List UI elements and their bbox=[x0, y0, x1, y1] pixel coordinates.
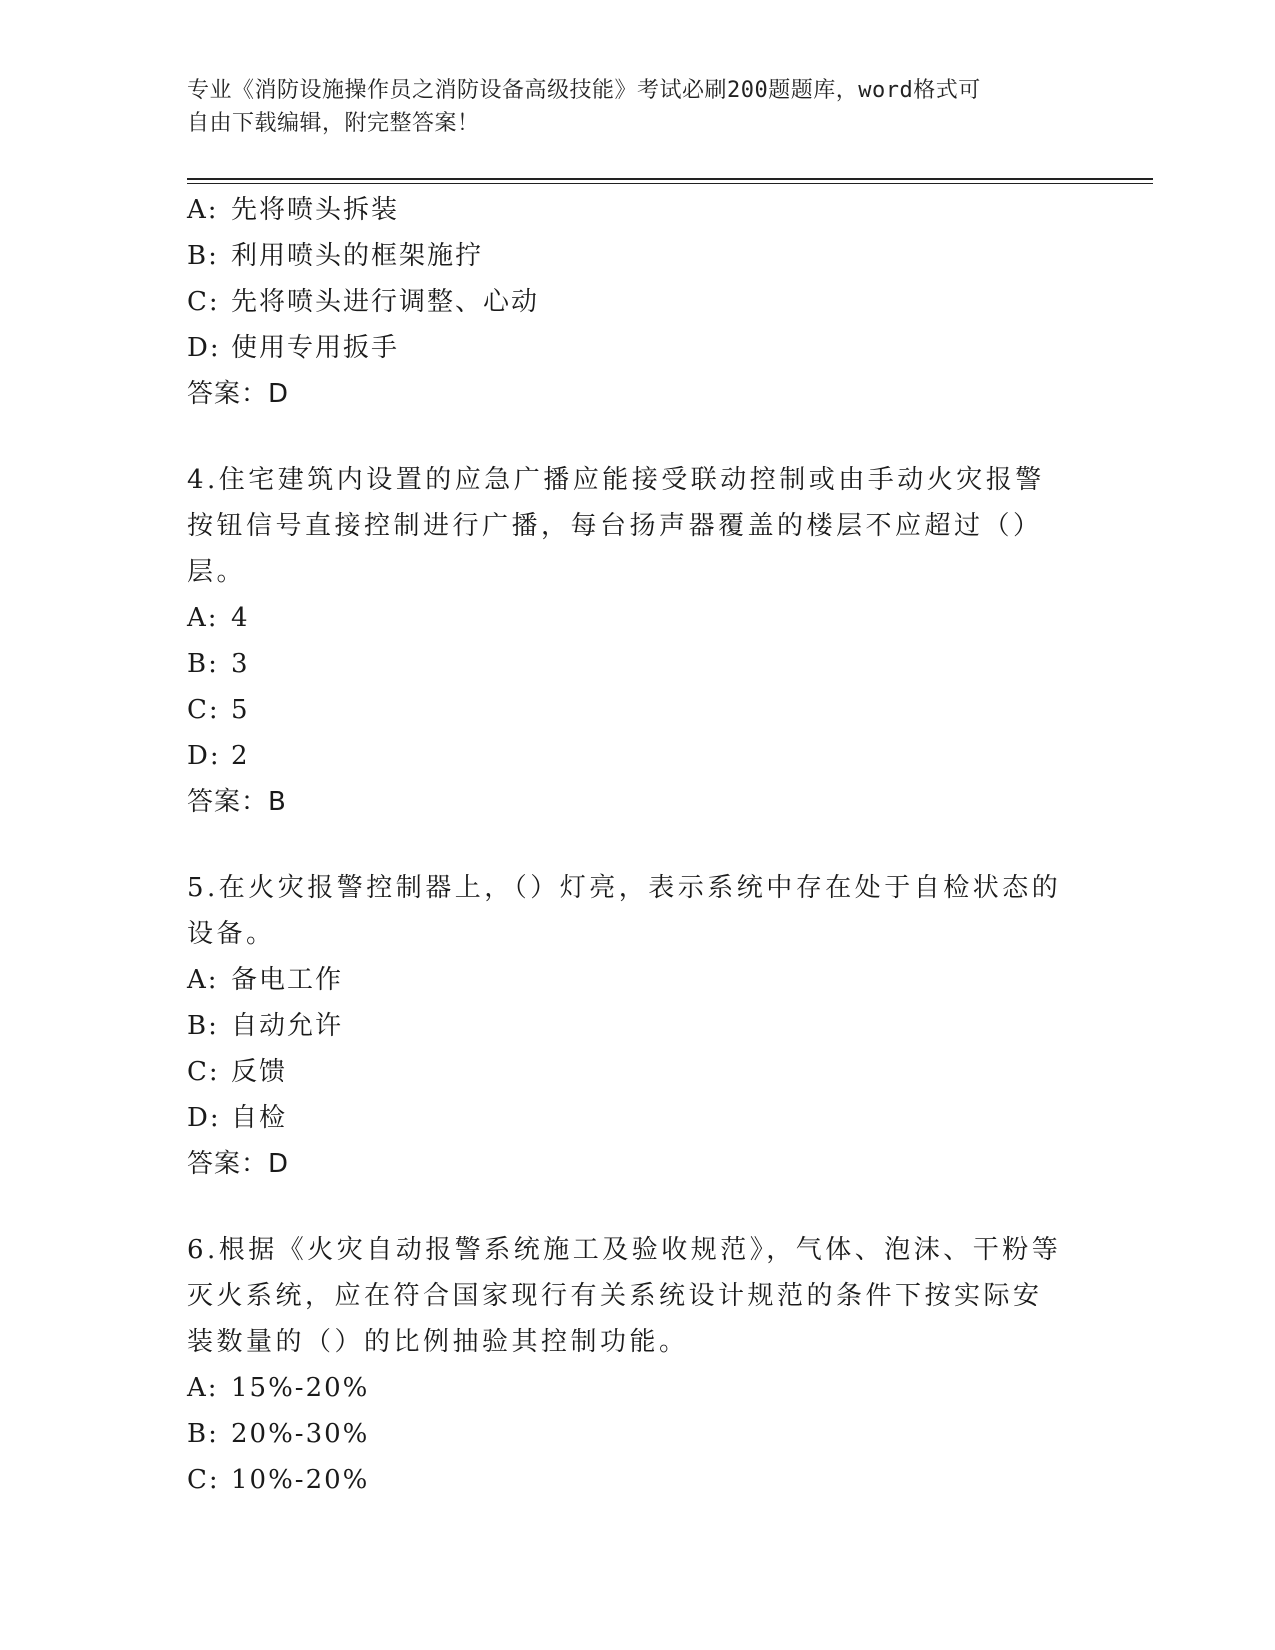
question-content bbox=[187, 187, 1087, 1503]
option-d: D: 自检 bbox=[187, 1103, 288, 1133]
option-b: B: 20%-30% bbox=[187, 1419, 370, 1449]
question-text: 4.住宅建筑内设置的应急广播应能接受联动控制或由手动火灾报警按钮信号直接控制进行广播，每台扬声器覆盖的楼层不应超过（）层。 bbox=[187, 465, 1045, 587]
document-header bbox=[187, 74, 1067, 140]
question-6 bbox=[187, 1227, 1087, 1503]
option-c: C: 反馈 bbox=[187, 1057, 288, 1087]
header-line-2: 自由下载编辑，附完整答案！ bbox=[187, 111, 480, 136]
header-divider bbox=[187, 178, 1153, 180]
option-a: A: 15%-20% bbox=[187, 1373, 370, 1403]
answer: 答案：D bbox=[187, 379, 290, 409]
option-c: C: 先将喷头进行调整、心动 bbox=[187, 287, 540, 317]
option-c: C: 10%-20% bbox=[187, 1465, 370, 1495]
question-5 bbox=[187, 865, 1087, 1187]
option-a: A: 备电工作 bbox=[187, 965, 344, 995]
option-c: C: 5 bbox=[187, 695, 250, 725]
option-d: D: 使用专用扳手 bbox=[187, 333, 400, 363]
question-text: 5.在火灾报警控制器上，（）灯亮，表示系统中存在处于自检状态的设备。 bbox=[187, 873, 1062, 949]
header-divider-thin bbox=[187, 183, 1153, 184]
header-line-1: 专业《消防设施操作员之消防设备高级技能》考试必刷200题题库，word格式可 bbox=[187, 78, 981, 103]
option-b: B: 3 bbox=[187, 649, 250, 679]
option-a: A: 4 bbox=[187, 603, 250, 633]
answer: 答案：D bbox=[187, 1149, 290, 1179]
question-4 bbox=[187, 457, 1087, 825]
question-text: 6.根据《火灾自动报警系统施工及验收规范》，气体、泡沫、干粉等灭火系统，应在符合国家现行有关系统设计规范的条件下按实际安装数量的（）的比例抽验其控制功能。 bbox=[187, 1235, 1062, 1357]
option-a: A: 先将喷头拆装 bbox=[187, 195, 400, 225]
question-3 bbox=[187, 187, 1087, 417]
option-b: B: 利用喷头的框架施拧 bbox=[187, 241, 484, 271]
option-b: B: 自动允许 bbox=[187, 1011, 344, 1041]
answer: 答案：B bbox=[187, 787, 287, 817]
option-d: D: 2 bbox=[187, 741, 250, 771]
